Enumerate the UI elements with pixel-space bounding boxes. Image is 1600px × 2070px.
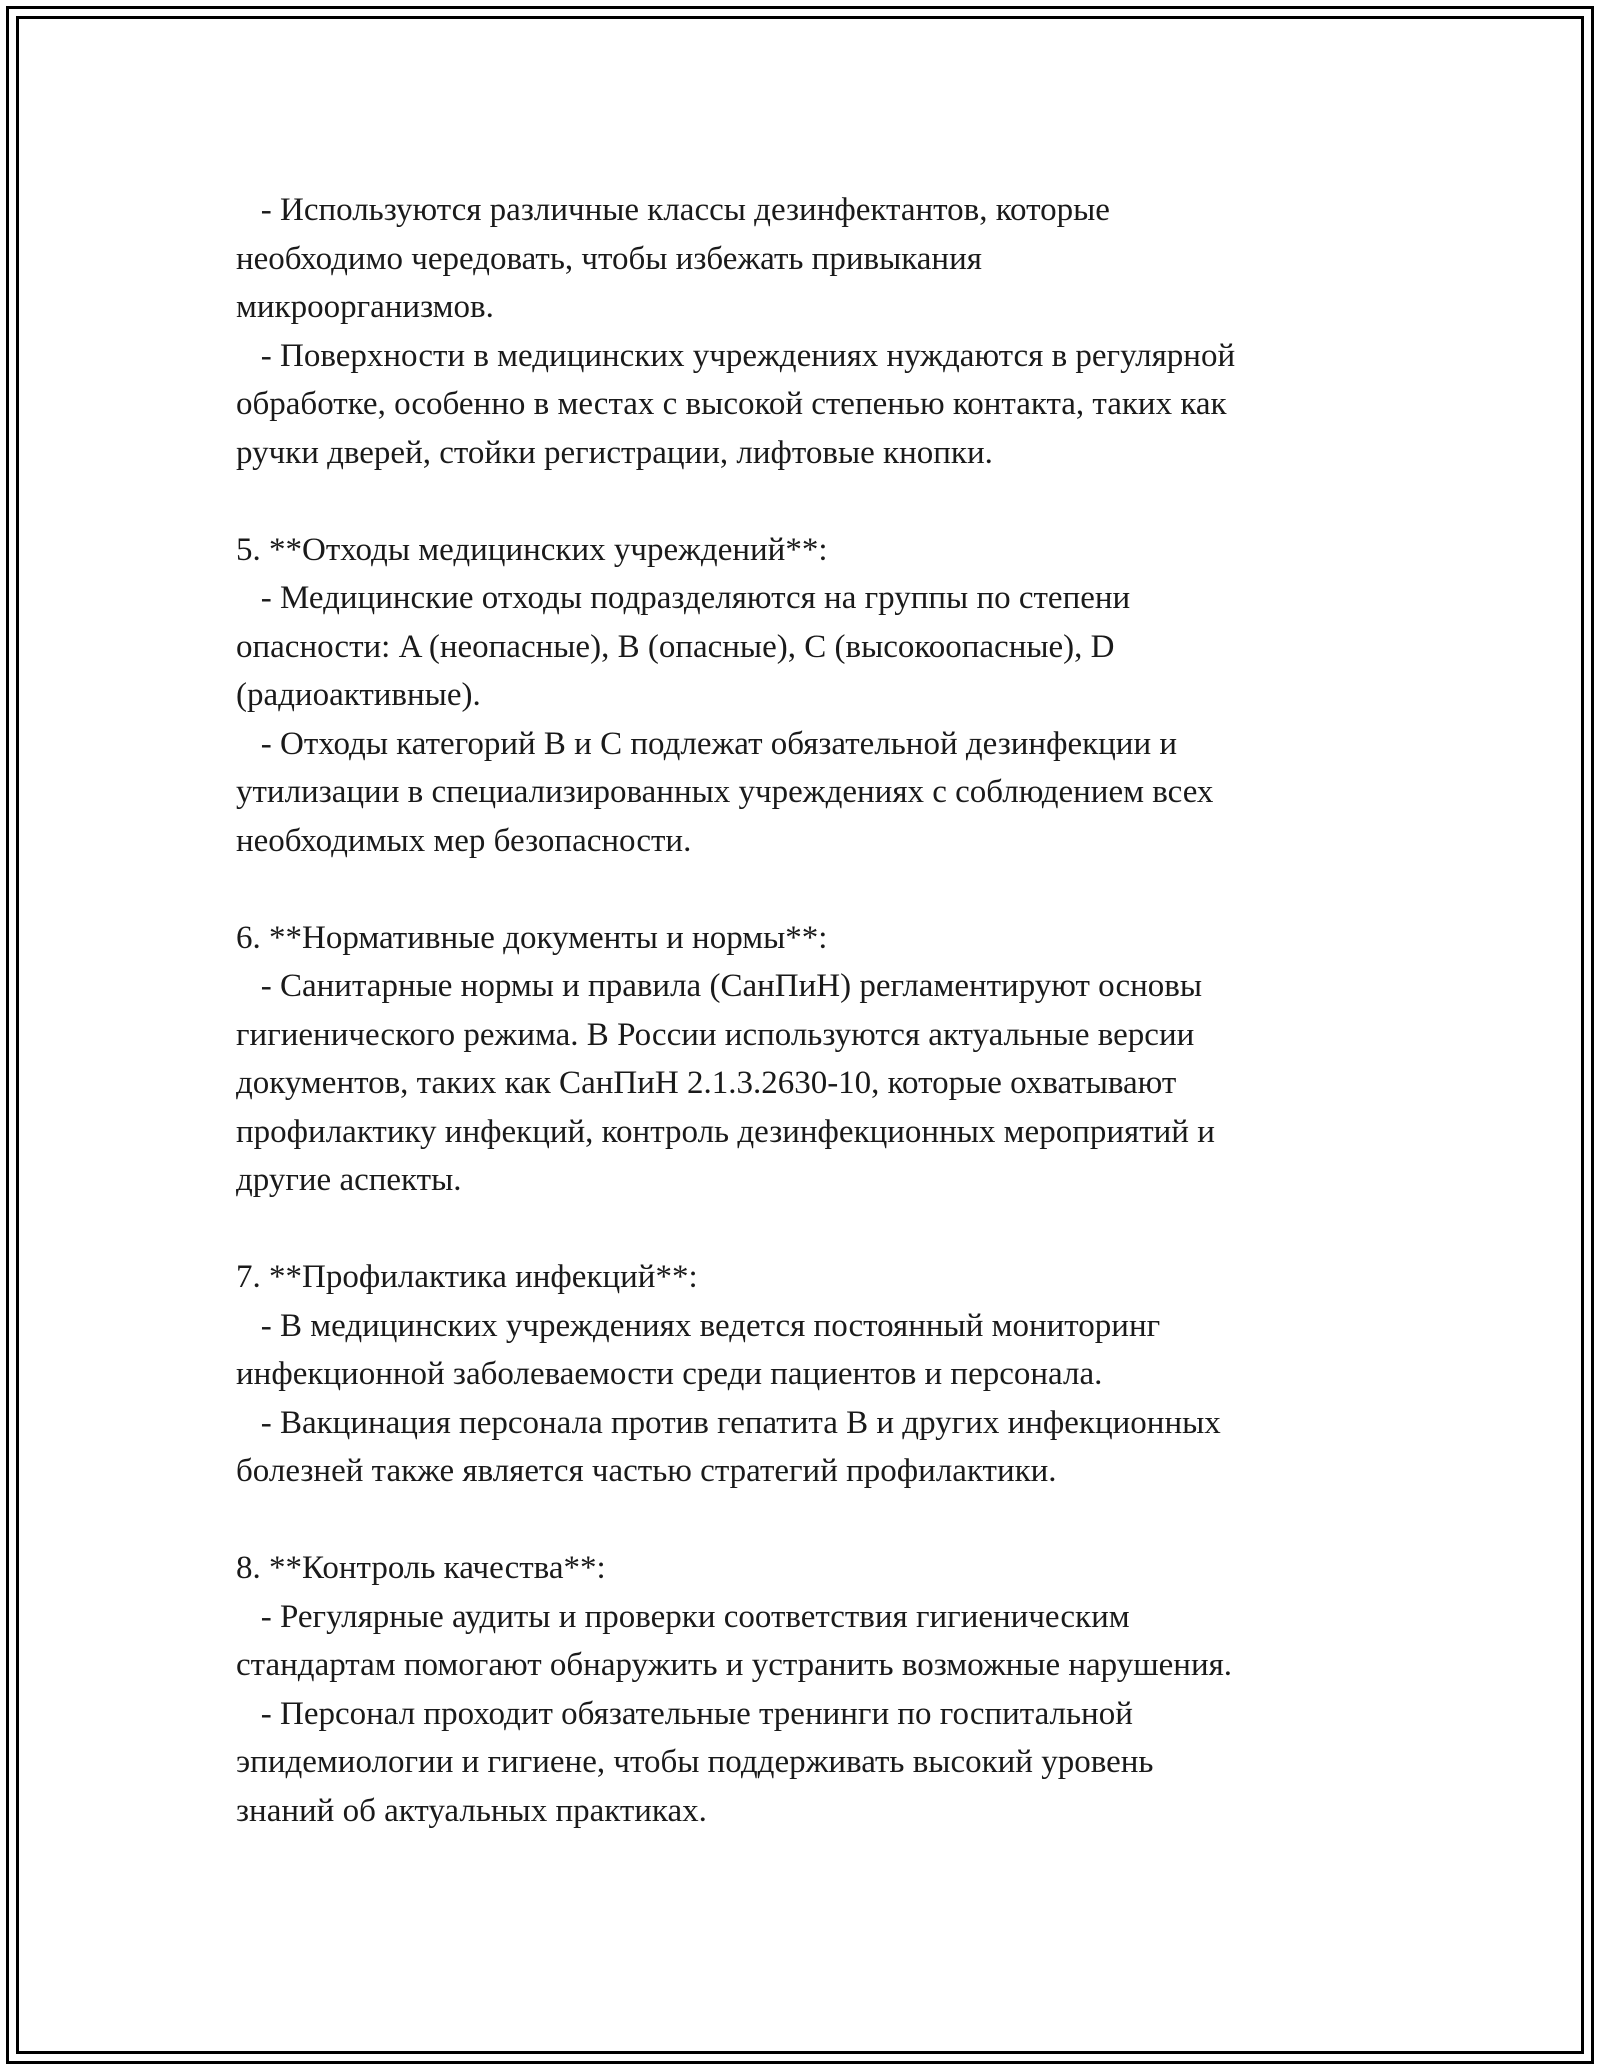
text-line: - Персонал проходит обязательные тренинги по госпитальной [236,1695,1133,1732]
section-heading-8: 8. **Контроль качества**: [236,1550,606,1586]
text-line: знаний об актуальных практиках. [236,1792,707,1829]
blank-line [236,1496,1376,1545]
text-line: - Отходы категорий B и C подлежат обязательной дезинфекции и [236,725,1178,762]
text-line: - Вакцинация персонала против гепатита B и других инфекционных [236,1404,1221,1441]
section-heading-7: 7. **Профилактика инфекций**: [236,1259,698,1295]
text-line: профилактику инфекций, контроль дезинфекционных мероприятий и [236,1113,1215,1150]
text-line: - В медицинских учреждениях ведется постоянный мониторинг [236,1307,1161,1344]
section-heading-5: 5. **Отходы медицинских учреждений**: [236,531,828,568]
text-line: болезней также является частью стратегий профилактики. [236,1453,1057,1489]
text-line: гигиенического режима. В России используются актуальные версии [236,1016,1195,1053]
text-line: - Регулярные аудиты и проверки соответствия гигиеническим [236,1598,1130,1635]
text-line: - Поверхности в медицинских учреждениях нуждаются в регулярной [236,337,1236,374]
text-line: другие аспекты. [236,1162,462,1198]
text-line: микроорганизмов. [236,289,494,325]
section-heading-6: 6. **Нормативные документы и нормы**: [236,919,828,956]
blank-line [236,865,1376,914]
text-line: (радиоактивные). [236,677,481,713]
text-line: утилизации в специализированных учреждениях с соблюдением всех [236,774,1214,810]
document-body [236,186,1376,1835]
text-line: эпидемиологии и гигиене, чтобы поддерживать высокий уровень [236,1744,1154,1780]
text-line: обработке, особенно в местах с высокой степенью контакта, таких как [236,386,1227,422]
text-line: - Санитарные нормы и правила (СанПиН) регламентируют основы [236,968,1203,1004]
text-line: стандартам помогают обнаружить и устранить возможные нарушения. [236,1647,1233,1683]
text-line: необходимых мер безопасности. [236,822,692,859]
text-line: - Медицинские отходы подразделяются на группы по степени [236,580,1131,616]
blank-line [236,477,1376,526]
text-line: - Используются различные классы дезинфектантов, которые [236,192,1110,228]
text-line: ручки дверей, стойки регистрации, лифтовые кнопки. [236,434,993,471]
text-line: опасности: A (неопасные), B (опасные), C (высокоопасные), D [236,628,1115,665]
blank-line [236,1205,1376,1254]
text-line: необходимо чередовать, чтобы избежать привыкания [236,240,982,277]
text-line: инфекционной заболеваемости среди пациентов и персонала. [236,1356,1103,1392]
text-line: документов, таких как СанПиН 2.1.3.2630-10, которые охватывают [236,1065,1177,1101]
